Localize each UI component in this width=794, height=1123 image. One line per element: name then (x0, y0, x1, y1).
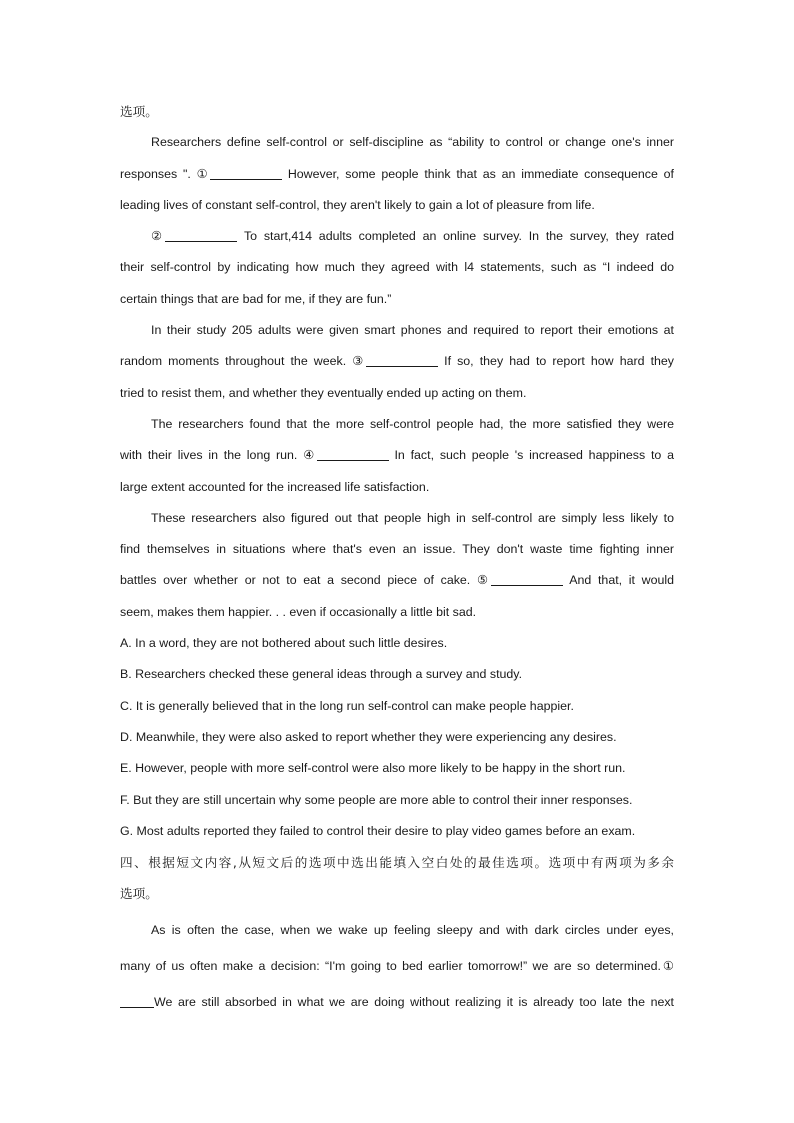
document-page (120, 96, 674, 1019)
p5-line-3: battles over whether or not to eat a second piece of cake. ⑤ And that, it would (120, 573, 674, 588)
option-d: D. Meanwhile, they were also asked to report whether they were experiencing any desires. (120, 729, 617, 744)
intro-tail: 选项。 (120, 104, 158, 119)
blank-5-marker: ⑤ (476, 573, 492, 588)
blank-6-marker: ① (660, 959, 674, 974)
p1-line-3: leading lives of constant self-control, they aren't likely to gain a lot of pleasure from life. (120, 197, 595, 212)
p4-line-1: The researchers found that the more self-control people had, the more satisfied they were (151, 416, 674, 431)
blank-3[interactable] (366, 354, 438, 367)
p5-line-1: These researchers also figured out that people high in self-control are simply less likely to (151, 510, 674, 525)
p6-line-2: many of us often make a decision: “I'm going to bed earlier tomorrow!” we are so determined.① (120, 959, 674, 974)
blank-3-marker: ③ (352, 354, 367, 369)
p5-line-4: seem, makes them happier. . . even if occasionally a little bit sad. (120, 604, 477, 619)
p3-line-1: In their study 205 adults were given smart phones and required to report their emotions at (151, 323, 674, 338)
option-g: G. Most adults reported they failed to control their desire to play video games before an exam. (120, 823, 636, 838)
blank-1-marker: ① (196, 166, 211, 181)
p3-line-2: random moments throughout the week. ③ If so, they had to report how hard they (120, 354, 674, 369)
option-c: C. It is generally believed that in the long run self-control can make people happier. (120, 698, 574, 713)
section-4-heading-tail: 选项。 (120, 886, 158, 902)
option-a: A. In a word, they are not bothered about such little desires. (120, 636, 448, 651)
p1-line-2: responses ". ① However, some people think that as an immediate consequence of (120, 166, 674, 181)
p2-line-2: their self-control by indicating how much they agreed with l4 statements, such as “I indeed do (120, 260, 674, 275)
blank-4[interactable] (317, 448, 389, 461)
p3-line-3: tried to resist them, and whether they eventually ended up acting on them. (120, 385, 527, 400)
p4-line-2: with their lives in the long run. ④ In fact, such people 's increased happiness to a (120, 448, 674, 463)
p4-line-3: large extent accounted for the increased life satisfaction. (120, 479, 430, 494)
option-f: F. But they are still uncertain why some people are more able to control their inner responses. (120, 792, 633, 807)
option-e: E. However, people with more self-control were also more likely to be happy in the short run. (120, 761, 626, 776)
blank-1[interactable] (210, 167, 282, 180)
p2-line-3: certain things that are bad for me, if they are fun.” (120, 291, 392, 306)
p2-line-1: ② To start,414 adults completed an online survey. In the survey, they rated (151, 229, 675, 244)
blank-6[interactable] (120, 995, 154, 1008)
blank-2-marker: ② (151, 229, 166, 244)
option-b: B. Researchers checked these general ideas through a survey and study. (120, 667, 523, 682)
blank-5[interactable] (491, 573, 563, 586)
section-4-heading: 四、根据短文内容,从短文后的选项中选出能填入空白处的最佳选项。选项中有两项为多余 (120, 855, 674, 871)
p1-line-1: Researchers define self-control or self-discipline as “ability to control or change one's inner (151, 135, 674, 150)
p5-line-2: find themselves in situations where that's even an issue. They don't waste time fighting inner (120, 542, 674, 557)
blank-4-marker: ④ (303, 448, 317, 463)
p6-line-3: We are still absorbed in what we are doing without realizing it is already too late the next (120, 987, 674, 1018)
p6-line-1: As is often the case, when we wake up feeling sleepy and with dark circles under eyes, (151, 922, 674, 937)
blank-2[interactable] (165, 229, 237, 242)
